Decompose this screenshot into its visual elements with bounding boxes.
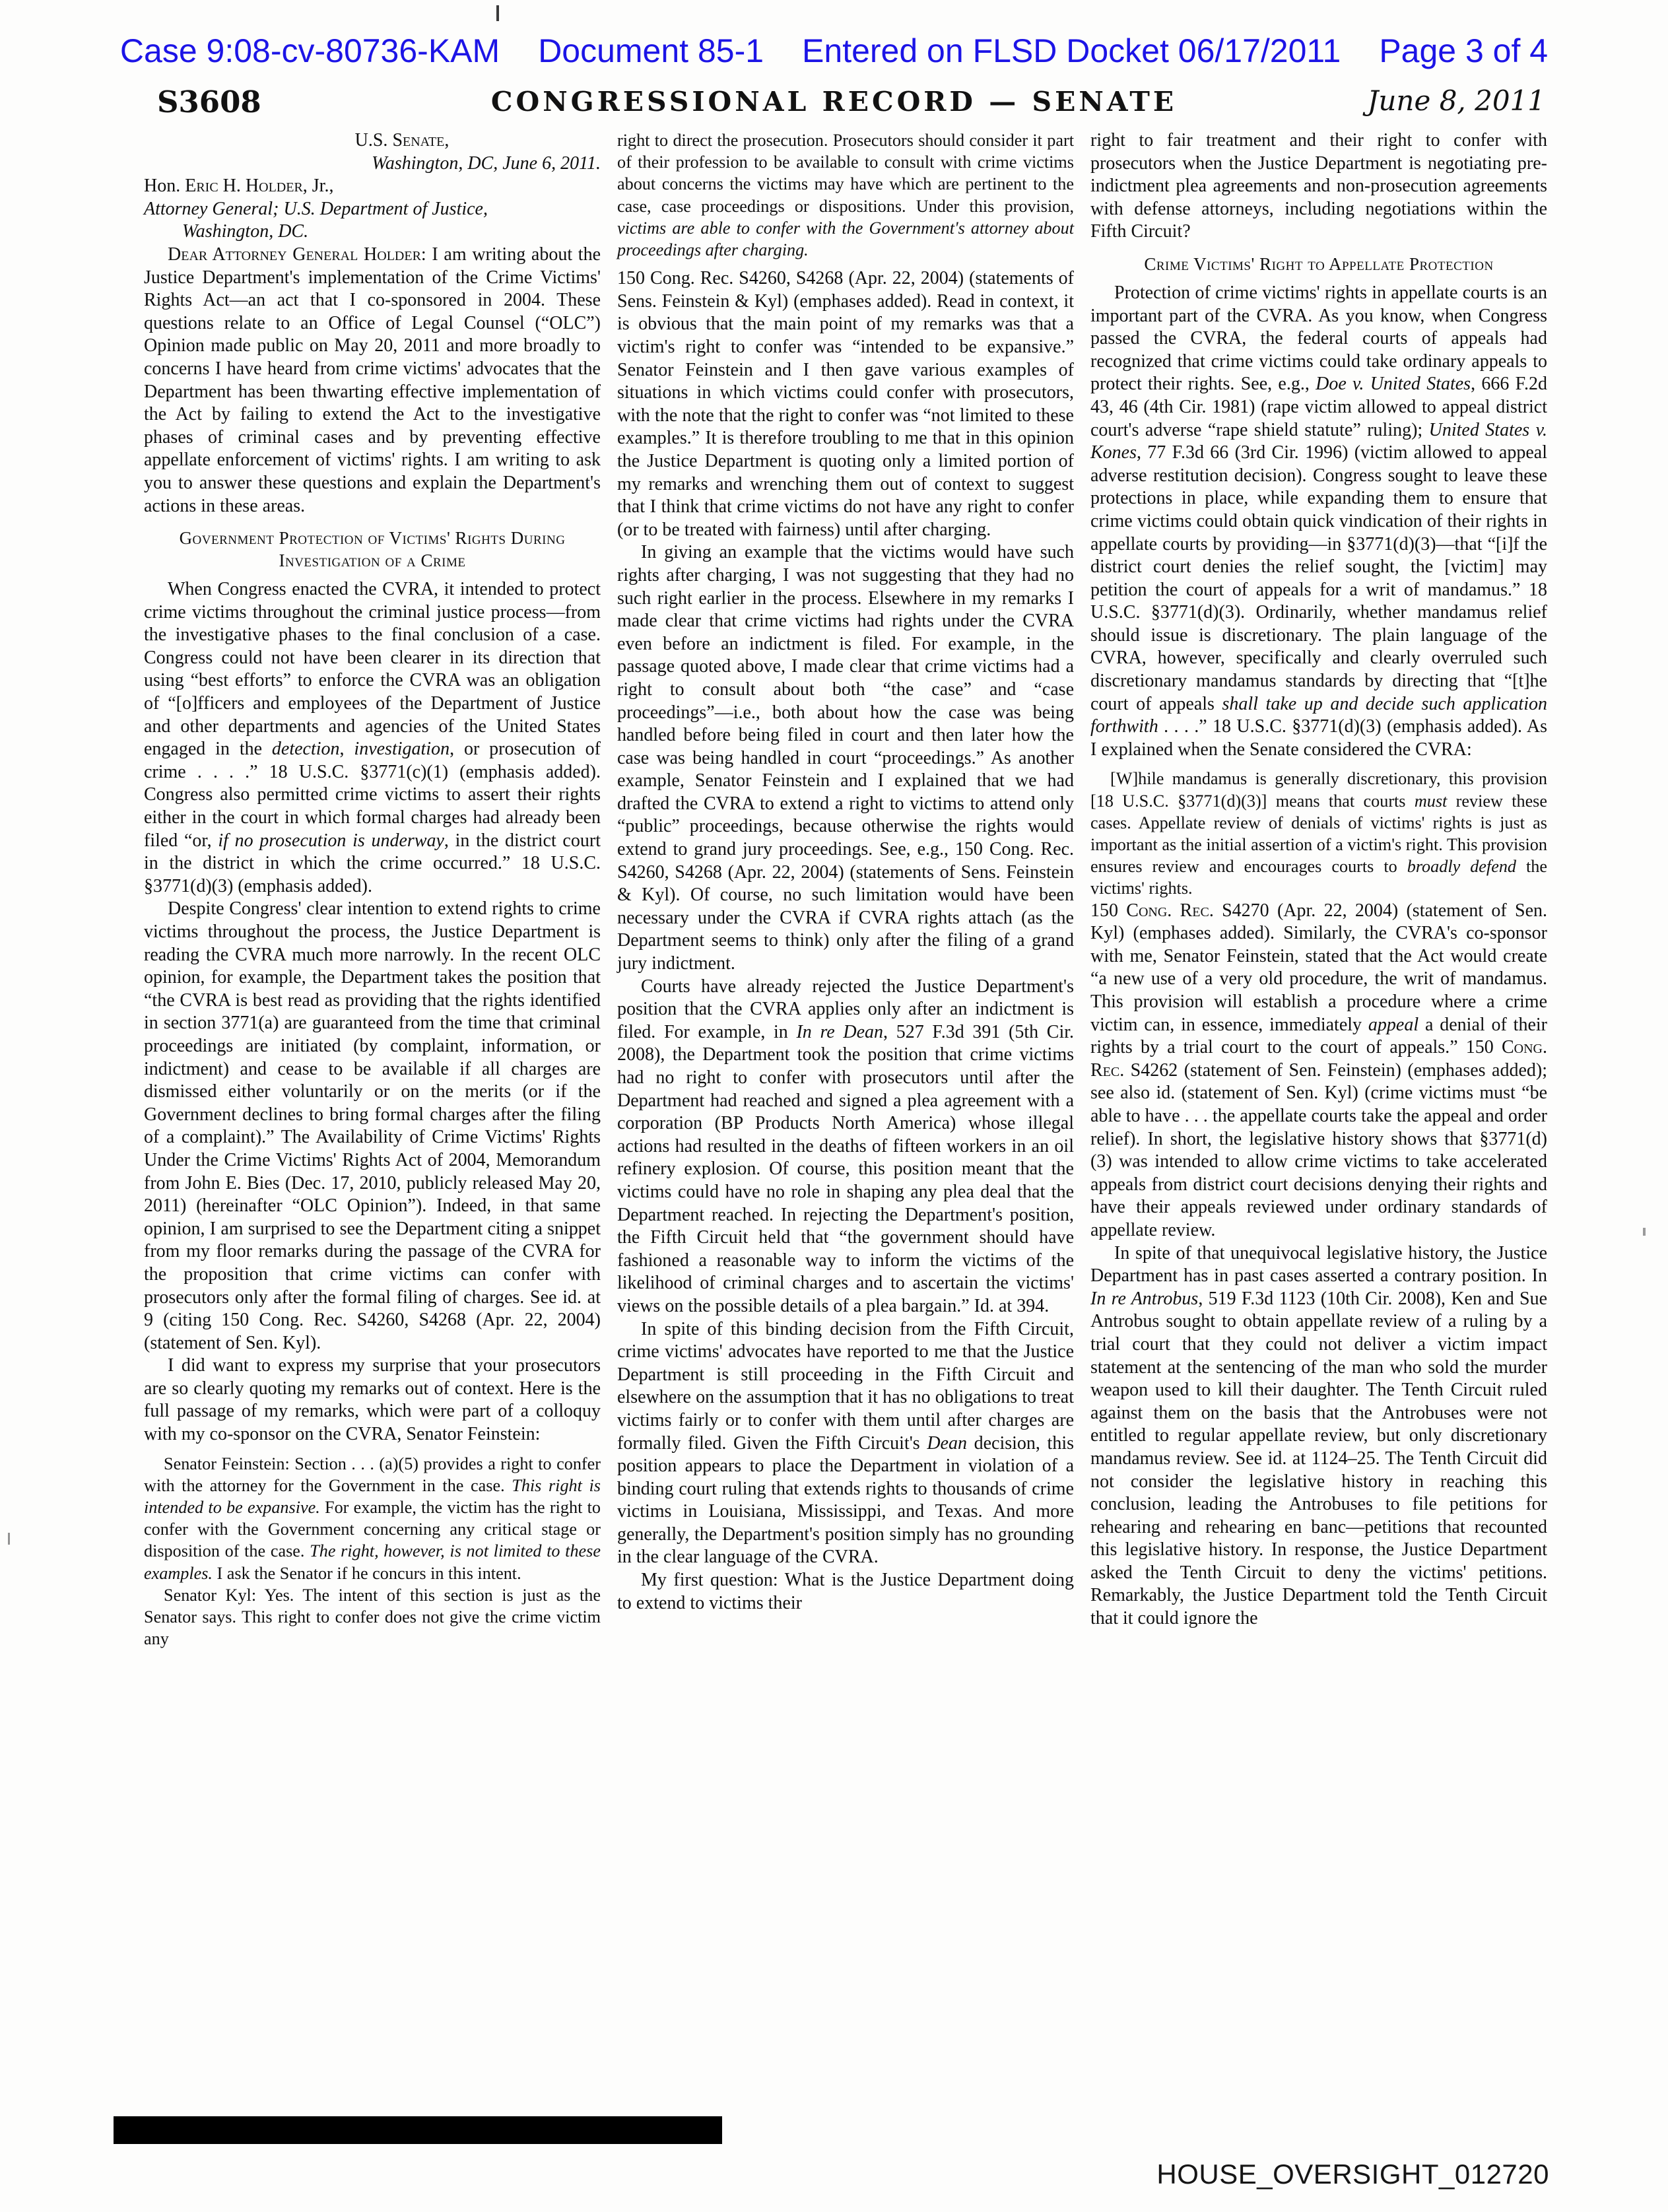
redaction-bar (114, 2116, 722, 2144)
case-stamp-line (0, 32, 1668, 70)
paragraph: Washington, DC, June 6, 2011. (372, 152, 601, 174)
paragraph: When Congress enacted the CVRA, it intended to protect crime victims throughout the criminal justice process—from the investigative phases to the final conclusion of a case. Congress could not have been clearer in its direction that using “best efforts” to enforce the CVRA was an obligation of “[o]fficers and employees of the Department of Justice and other departments and agencies of the United States engaged in the detection, investigation, or prosecution of crime . . . .” 18 U.S.C. §3771(c)(1) (emphasis added). Congress also permitted crime victims to assert their rights either in the court in which formal charges had already been filed “or, if no prosecution is underway, in the district court in the district in which the crime occurred.” 18 U.S.C. §3771(d)(3) (emphasis added). (144, 579, 601, 896)
paragraph: [W]hile mandamus is generally discretionary, this provision [18 U.S.C. §3771(d)(3)] means that courts must review these cases. Appellate review of denials of victims' rights is just as important as the initial assertion of a victim's right. This provision ensures review and encourages courts to broadly defend the victims' rights. (1090, 769, 1548, 898)
column-2 (617, 129, 1074, 1615)
record-page-number: S3608 (157, 84, 261, 119)
masthead-title: CONGRESSIONAL RECORD — SENATE (490, 86, 1178, 117)
scan-artifact (1643, 1228, 1646, 1236)
paragraph: Senator Feinstein: Section . . . (a)(5) provides a right to confer with the attorney for the Government in the case. This right is intended to be expansive. For example, the victim has the right to confer with the Government concerning any critical stage or disposition of the case. The right, however, is not limited to these examples. I ask the Senator if he concurs in this intent. (144, 1454, 601, 1583)
docket-entry: Entered on FLSD Docket 06/17/2011 (802, 32, 1341, 69)
section-heading: Government Protection of Victims' Rights During Investigation of a Crime (179, 528, 566, 571)
document-number: Document 85-1 (538, 32, 764, 69)
paragraph: Senator Kyl: Yes. The intent of this section is just as the Senator says. This right to confer does not give the crime victim any (144, 1585, 601, 1649)
paragraph: In giving an example that the victims would have such rights after charging, I was not suggesting that they had no such right earlier in the process. Elsewhere in my remarks I made clear that crime victims had rights under the CVRA even before an indictment is filed. For example, in the passage quoted above, I made clear that crime victims had a right to consult about both “the case” and “case proceedings”—i.e., both about how the case was being handled before being filed in court and then later how the case was being handled in court “proceedings.” As another example, Senator Feinstein and I explained that we had drafted the CVRA to extend a right to victims to attend only “public” proceedings, because otherwise the rights would extend to grand jury proceedings. See, e.g., 150 Cong. Rec. S4260, S4268 (Apr. 22, 2004) (statements of Sens. Feinstein & Kyl). Of course, no such limitation would have been necessary under the CVRA if CVRA rights attach (as the Department seems to think) only after the filing of a grand jury indictment. (617, 542, 1074, 974)
issue-date: June 8, 2011 (1367, 84, 1545, 117)
section-heading: Crime Victims' Right to Appellate Protection (1144, 253, 1494, 274)
paragraph: Washington, DC. (182, 221, 309, 242)
paragraph: 150 Cong. Rec. S4270 (Apr. 22, 2004) (statement of Sen. Kyl) (emphases added). Similarly, the CVRA's co-sponsor with me, Senator Feinstein, stated that the Act would create “a new use of a very old procedure, the writ of mandamus. This provision will establish a procedure where a crime victim can, in essence, immediately appeal a denial of their rights by a trial court to the court of appeals.” 150 Cong. Rec. S4262 (statement of Sen. Feinstein) (emphases added); see also id. (statement of Sen. Kyl) (crime victims must “be able to have . . . the appellate courts take the appeal and order relief). In short, the legislative history shows that §3771(d)(3) was intended to allow crime victims to take accelerated appeals from district court decisions denying their rights and have their appeals reviewed under ordinary standards of appellate review. (1090, 900, 1547, 1240)
paragraph: In spite of that unequivocal legislative history, the Justice Department has in past cases asserted a contrary position. In In re Antrobus, 519 F.3d 1123 (10th Cir. 2008), Ken and Sue Antrobus sought to obtain appellate review of a ruling by a trial court that they could not deliver a victim impact statement at the sentencing of the man who sold the murder weapon used to kill their daughter. The Tenth Circuit ruled against them on the basis that the Antrobuses were not entitled to regular appellate review, but only discretionary mandamus review. See id. at 1124–25. The Tenth Circuit did not consider the legislative history in reaching this conclusion, leading the Antrobuses to file petitions for rehearing and rehearing en banc—petitions that recounted this legislative history. In response, the Justice Department asked the Tenth Circuit to deny the victims' petitions. Remarkably, the Justice Department told the Tenth Circuit that it could ignore the (1090, 1242, 1547, 1629)
column-1 (144, 129, 601, 1650)
paragraph: Protection of crime victims' rights in appellate courts is an important part of the CVRA. As you know, when Congress passed the CVRA, the federal courts of appeals had recognized that crime victims could take ordinary appeals to protect their rights. See, e.g., Doe v. United States, 666 F.2d 43, 46 (4th Cir. 1981) (rape victim allowed to appeal district court's adverse “rape shield statute” ruling); United States v. Kones, 77 F.3d 66 (3rd Cir. 1996) (victim allowed to appeal adverse restitution decision). Congress sought to leave these protections in place, while expanding them to ensure that crime victims could obtain quick vindication of their rights in appellate courts by providing—in §3771(d)(3)—that “[i]f the district court denies the relief sought, the [victim] may petition the court of appeals for a writ of mandamus.” 18 U.S.C. §3771(d)(3). Ordinarily, whether mandamus relief should issue is discretionary. The plain language of the CVRA, however, specifically and clearly overruled such discretionary mandamus standards by directing that “[t]he court of appeals shall take up and decide such application forthwith . . . .” 18 U.S.C. §3771(d)(3) (emphasis added). As I explained when the Senate considered the CVRA: (1090, 282, 1547, 760)
paragraph: In spite of this binding decision from the Fifth Circuit, crime victims' advocates have reported to me that the Justice Department is still proceeding in the Fifth Circuit and elsewhere on the assumption that it has no obligations to treat victims fairly or to confer with them until after charges are formally filed. Given the Fifth Circuit's Dean decision, this position appears to place the Department in violation of a binding court ruling that extends rights to thousands of crime victims in Louisiana, Mississippi, and Texas. And more generally, the Department's position simply has no grounding in the clear language of the CVRA. (617, 1318, 1074, 1568)
column-3 (1090, 129, 1547, 1630)
paragraph: My first question: What is the Justice Department doing to extend to victims their (617, 1570, 1074, 1613)
paragraph: U.S. Senate, (354, 130, 450, 151)
paragraph: Hon. Eric H. Holder, Jr., (144, 176, 334, 197)
paragraph: Attorney General; U.S. Department of Justice, (144, 198, 488, 219)
page-indicator: Page 3 of 4 (1379, 32, 1549, 69)
paragraph: I did want to express my surprise that your prosecutors are so clearly quoting my remarks out of context. Here is the full passage of my remarks, which were part of a colloquy with my co-sponsor on the CVRA, Senator Feinstein: (144, 1355, 601, 1445)
paragraph: Despite Congress' clear intention to extend rights to crime victims throughout the process, the Justice Department is reading the CVRA much more narrowly. In the recent OLC opinion, for example, the Department takes the position that “the CVRA is best read as providing that the rights identified in section 3771(a) are guaranteed from the time that criminal proceedings are initiated (by complaint, information, or indictment) and cease to be available if all charges are dismissed either voluntarily or on the merits (or if the Government declines to bring formal charges after the filing of a complaint).” The Availability of Crime Victims' Rights Under the Crime Victims' Rights Act of 2004, Memorandum from John E. Bies (Dec. 17, 2010, publicly released May 20, 2011) (hereinafter “OLC Opinion”). Indeed, in that same opinion, I am surprised to see the Department citing a snippet from my floor remarks during the passage of the CVRA for the proposition that crime victims can confer with prosecutors only after the formal filing of charges. See id. at 9 (citing 150 Cong. Rec. S4260, S4268 (Apr. 22, 2004) (statement of Sen. Kyl). (144, 898, 601, 1353)
paragraph: right to fair treatment and their right to confer with prosecutors when the Justice Department is negotiating pre-indictment plea agreements and non-prosecution agreements with defense attorneys, including negotiations within the Fifth Circuit? (1090, 130, 1547, 242)
paragraph: 150 Cong. Rec. S4260, S4268 (Apr. 22, 2004) (statements of Sens. Feinstein & Kyl) (emphases added). Read in context, it is obvious that the main point of my remarks was that a victim's right to confer was “intended to be expansive.” Senator Feinstein and I then gave various examples of situations in which victims could confer with prosecutors, with the note that the right to confer was “not limited to these examples.” It is therefore troubling to me that in this opinion the Justice Department is quoting only a limited portion of my remarks and wrenching them out of context to suggest that I think that crime victims do not have any right to confer (or to be treated with fairness) until after charging. (617, 268, 1074, 540)
paragraph: right to direct the prosecution. Prosecutors should consider it part of their profession to be available to consult with crime victims about concerns the victims may have which are pertinent to the case, case proceedings or dispositions. Under this provision, victims are able to confer with the Government's attorney about proceedings after charging. (617, 131, 1074, 260)
masthead (0, 78, 1668, 124)
scan-artifact (496, 5, 499, 21)
scan-artifact (8, 1533, 10, 1545)
paragraph: Dear Attorney General Holder: I am writing about the Justice Department's implementation of the Crime Victims' Rights Act—an act that I co-sponsored in 2004. These questions relate to an Office of Legal Counsel (“OLC”) Opinion made public on May 20, 2011 and more broadly to concerns I have heard from crime victims' advocates that the Department has been thwarting effective implementation of the Act by failing to extend the Act to the investigative phases of criminal cases and by preventing effective appellate enforcement of victims' rights. I am writing to ask you to answer these questions and explain the Department's actions in these areas. (144, 244, 601, 516)
paragraph: Courts have already rejected the Justice Department's position that the CVRA applies only after an indictment is filed. For example, in In re Dean, 527 F.3d 391 (5th Cir. 2008), the Department took the position that crime victims had no right to confer with prosecutors until after the Department had reached and signed a plea agreement with a corporation (BP Products North America) whose illegal actions had resulted in the deaths of fifteen workers in an oil refinery explosion. Of course, this position meant that the victims could have no role in shaping any plea deal that the Department reached. In rejecting the Department's position, the Fifth Circuit held that “the government should have fashioned a reasonable way to inform the victims of the likelihood of criminal charges and to ascertain the victims' views on the possible details of a plea bargain.” Id. at 394. (617, 976, 1075, 1316)
case-number: Case 9:08-cv-80736-KAM (119, 32, 500, 69)
bates-number: HOUSE_OVERSIGHT_012720 (1156, 2159, 1549, 2190)
